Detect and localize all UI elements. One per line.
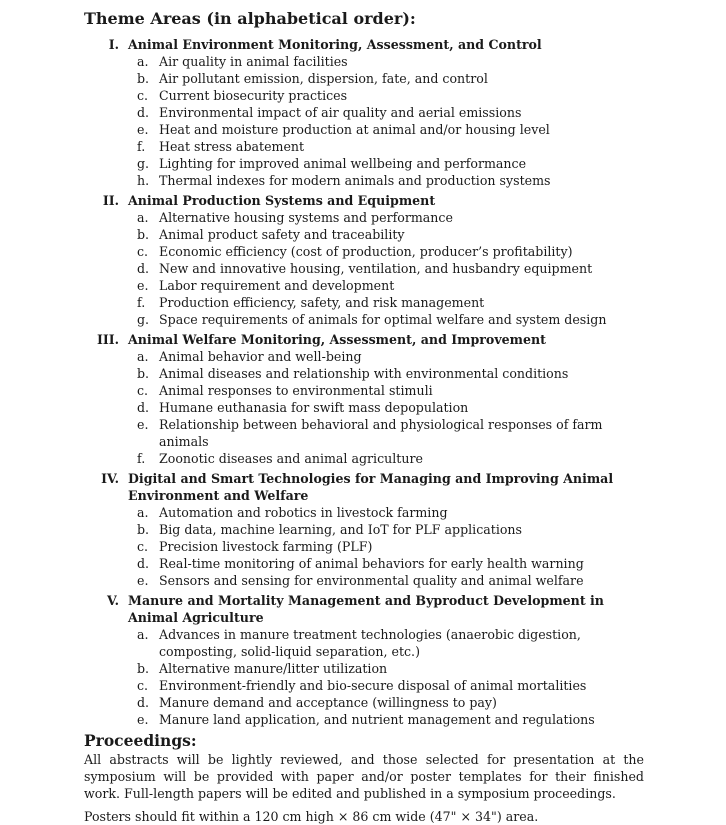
subtopic-letter: b. <box>137 522 150 537</box>
theme-header <box>84 36 644 53</box>
subtopic-letter: a. <box>137 627 149 642</box>
theme-list <box>84 36 644 728</box>
theme-section <box>84 331 644 467</box>
theme-numeral: I. <box>108 37 119 52</box>
subtopic-item <box>137 416 644 450</box>
subtopic-letter: c. <box>137 88 149 103</box>
subtopic-letter: c. <box>137 244 149 259</box>
subtopic-item <box>137 70 644 87</box>
subtopic-letter: e. <box>137 712 149 727</box>
subtopic-letter: b. <box>137 661 150 676</box>
subtopic-text: Precision livestock farming (PLF) <box>159 539 373 554</box>
subtopic-item <box>137 294 644 311</box>
subtopic-list <box>84 504 644 589</box>
subtopic-letter: h. <box>137 173 150 188</box>
subtopic-item <box>137 138 644 155</box>
subtopic-text: Zoonotic diseases and animal agriculture <box>159 451 423 466</box>
theme-header <box>84 592 644 626</box>
subtopic-item <box>137 365 644 382</box>
subtopic-item <box>137 572 644 589</box>
subtopic-letter: c. <box>137 383 149 398</box>
theme-numeral: IV. <box>101 471 119 486</box>
subtopic-letter: e. <box>137 573 149 588</box>
theme-header <box>84 331 644 348</box>
subtopic-list <box>84 626 644 728</box>
subtopic-letter: c. <box>137 539 149 554</box>
subtopic-letter: b. <box>137 366 150 381</box>
subtopic-letter: b. <box>137 71 150 86</box>
subtopic-item <box>137 450 644 467</box>
subtopic-text: Advances in manure treatment technologies (anaerobic digestion, composting, solid-liquid separation, etc.) <box>159 627 581 659</box>
subtopic-text: New and innovative housing, ventilation, and husbandry equipment <box>159 261 593 276</box>
proceedings-paragraph-1: All abstracts will be lightly reviewed, and those selected for presentation at the symposium will be provided with paper and/or poster templates for their finished work. Full-length papers will be edited and published in a symposium proceedings. <box>84 752 644 801</box>
subtopic-text: Relationship between behavioral and physiological responses of farm animals <box>159 417 603 449</box>
theme-section <box>84 592 644 728</box>
subtopic-letter: c. <box>137 678 149 693</box>
subtopic-text: Air pollutant emission, dispersion, fate, and control <box>159 71 488 86</box>
subtopic-letter: a. <box>137 505 149 520</box>
subtopic-text: Lighting for improved animal wellbeing and performance <box>159 156 527 171</box>
subtopic-text: Space requirements of animals for optimal welfare and system design <box>159 312 607 327</box>
subtopic-text: Environment-friendly and bio-secure disposal of animal mortalities <box>159 678 587 693</box>
subtopic-item <box>137 711 644 728</box>
subtopic-letter: a. <box>137 349 149 364</box>
subtopic-letter: b. <box>137 227 150 242</box>
theme-section <box>84 192 644 328</box>
subtopic-text: Heat stress abatement <box>159 139 305 154</box>
subtopic-item <box>137 155 644 172</box>
subtopic-item <box>137 260 644 277</box>
subtopic-letter: d. <box>137 400 150 415</box>
subtopic-letter: f. <box>137 451 146 466</box>
subtopic-text: Animal responses to environmental stimuli <box>159 383 433 398</box>
subtopic-letter: g. <box>137 312 150 327</box>
subtopic-letter: d. <box>137 556 150 571</box>
theme-title: Animal Environment Monitoring, Assessment, and Control <box>128 37 542 52</box>
proceedings-paragraph-2: Posters should fit within a 120 cm high × 86 cm wide (47" × 34") area. <box>84 809 539 824</box>
subtopic-letter: g. <box>137 156 150 171</box>
theme-header <box>84 192 644 209</box>
subtopic-text: Thermal indexes for modern animals and production systems <box>159 173 551 188</box>
subtopic-item <box>137 348 644 365</box>
subtopic-letter: d. <box>137 261 150 276</box>
subtopic-text: Animal behavior and well-being <box>159 349 362 364</box>
subtopic-text: Production efficiency, safety, and risk management <box>159 295 485 310</box>
subtopic-text: Manure demand and acceptance (willingness to pay) <box>159 695 497 710</box>
subtopic-text: Environmental impact of air quality and aerial emissions <box>159 105 522 120</box>
subtopic-item <box>137 243 644 260</box>
subtopic-item <box>137 399 644 416</box>
subtopic-item <box>137 172 644 189</box>
subtopic-list <box>84 209 644 328</box>
subtopic-letter: d. <box>137 695 150 710</box>
subtopic-letter: f. <box>137 139 146 154</box>
theme-numeral: V. <box>107 593 119 608</box>
subtopic-item <box>137 277 644 294</box>
theme-title: Animal Welfare Monitoring, Assessment, and Improvement <box>128 332 546 347</box>
subtopic-text: Big data, machine learning, and IoT for PLF applications <box>159 522 523 537</box>
subtopic-item <box>137 521 644 538</box>
subtopic-text: Economic efficiency (cost of production, producer’s profitability) <box>159 244 573 259</box>
subtopic-text: Automation and robotics in livestock farming <box>159 505 448 520</box>
subtopic-item <box>137 382 644 399</box>
subtopic-text: Heat and moisture production at animal and/or housing level <box>159 122 550 137</box>
theme-section <box>84 470 644 589</box>
subtopic-letter: f. <box>137 295 146 310</box>
subtopic-text: Sensors and sensing for environmental quality and animal welfare <box>159 573 584 588</box>
subtopic-text: Air quality in animal facilities <box>159 54 348 69</box>
subtopic-text: Alternative housing systems and performance <box>159 210 453 225</box>
subtopic-text: Alternative manure/litter utilization <box>159 661 388 676</box>
subtopic-text: Humane euthanasia for swift mass depopulation <box>159 400 469 415</box>
theme-areas-heading: Theme Areas (in alphabetical order): <box>84 9 416 28</box>
subtopic-item <box>137 660 644 677</box>
theme-header <box>84 470 644 504</box>
subtopic-item <box>137 555 644 572</box>
subtopic-list <box>84 53 644 189</box>
subtopic-text: Manure land application, and nutrient management and regulations <box>159 712 595 727</box>
subtopic-item <box>137 504 644 521</box>
subtopic-item <box>137 53 644 70</box>
subtopic-list <box>84 348 644 467</box>
subtopic-item <box>137 226 644 243</box>
theme-title: Manure and Mortality Management and Byproduct Development in Animal Agriculture <box>128 593 604 625</box>
subtopic-item <box>137 677 644 694</box>
subtopic-item <box>137 694 644 711</box>
subtopic-text: Animal diseases and relationship with environmental conditions <box>159 366 569 381</box>
subtopic-item <box>137 121 644 138</box>
subtopic-item <box>137 311 644 328</box>
subtopic-item <box>137 104 644 121</box>
theme-section <box>84 36 644 189</box>
proceedings-heading: Proceedings: <box>84 731 197 750</box>
subtopic-letter: e. <box>137 417 149 432</box>
subtopic-text: Labor requirement and development <box>159 278 395 293</box>
subtopic-item <box>137 538 644 555</box>
theme-title: Animal Production Systems and Equipment <box>128 193 436 208</box>
theme-title: Digital and Smart Technologies for Managing and Improving Animal Environment and Welfare <box>128 471 614 503</box>
subtopic-text: Real-time monitoring of animal behaviors for early health warning <box>159 556 584 571</box>
subtopic-item <box>137 626 644 660</box>
subtopic-letter: a. <box>137 210 149 225</box>
document-page <box>84 8 644 825</box>
subtopic-letter: e. <box>137 122 149 137</box>
subtopic-item <box>137 87 644 104</box>
subtopic-text: Animal product safety and traceability <box>159 227 405 242</box>
theme-numeral: III. <box>96 332 119 347</box>
theme-numeral: II. <box>102 193 119 208</box>
subtopic-letter: d. <box>137 105 150 120</box>
subtopic-letter: a. <box>137 54 149 69</box>
subtopic-letter: e. <box>137 278 149 293</box>
subtopic-text: Current biosecurity practices <box>159 88 348 103</box>
subtopic-item <box>137 209 644 226</box>
